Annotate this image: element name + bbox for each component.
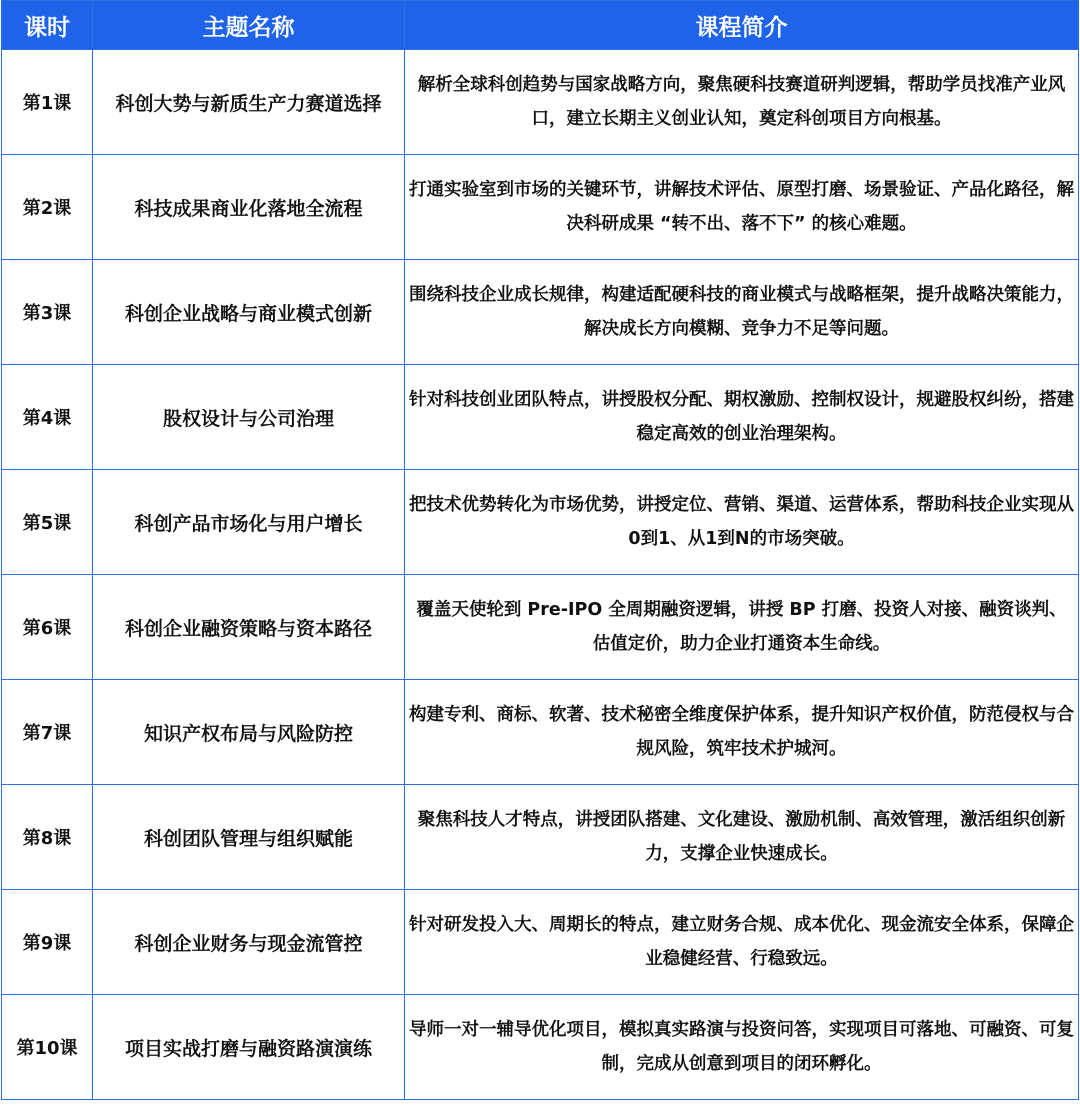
- description-cell: 把技术优势转化为市场优势，讲授定位、营销、渠道、运营体系，帮助科技企业实现从0到1、从1到N的市场突破。: [405, 470, 1079, 575]
- lesson-cell: 第2课: [2, 155, 93, 260]
- table-row: [2, 155, 1079, 260]
- header-lesson: 课时: [2, 1, 93, 50]
- topic-cell: 项目实战打磨与融资路演演练: [93, 995, 405, 1100]
- lesson-cell: 第6课: [2, 575, 93, 680]
- table-row: [2, 575, 1079, 680]
- description-cell: 针对研发投入大、周期长的特点，建立财务合规、成本优化、现金流安全体系，保障企业稳健经营、行稳致远。: [405, 890, 1079, 995]
- lesson-cell: 第8课: [2, 785, 93, 890]
- lesson-cell: 第1课: [2, 50, 93, 155]
- lesson-cell: 第4课: [2, 365, 93, 470]
- topic-cell: 科创产品市场化与用户增长: [93, 470, 405, 575]
- description-cell: 覆盖天使轮到 Pre-IPO 全周期融资逻辑，讲授 BP 打磨、投资人对接、融资谈判、估值定价，助力企业打通资本生命线。: [405, 575, 1079, 680]
- topic-cell: 股权设计与公司治理: [93, 365, 405, 470]
- description-cell: 打通实验室到市场的关键环节，讲解技术评估、原型打磨、场景验证、产品化路径，解决科研成果 “转不出、落不下” 的核心难题。: [405, 155, 1079, 260]
- table-row: [2, 470, 1079, 575]
- header-topic: 主题名称: [93, 1, 405, 50]
- topic-cell: 科创大势与新质生产力赛道选择: [93, 50, 405, 155]
- topic-cell: 科技成果商业化落地全流程: [93, 155, 405, 260]
- table-row: [2, 365, 1079, 470]
- lesson-cell: 第5课: [2, 470, 93, 575]
- description-cell: 导师一对一辅导优化项目，模拟真实路演与投资问答，实现项目可落地、可融资、可复制，完成从创意到项目的闭环孵化。: [405, 995, 1079, 1100]
- course-schedule-table: [1, 0, 1079, 1100]
- lesson-cell: 第3课: [2, 260, 93, 365]
- description-cell: 针对科技创业团队特点，讲授股权分配、期权激励、控制权设计，规避股权纠纷，搭建稳定高效的创业治理架构。: [405, 365, 1079, 470]
- lesson-cell: 第9课: [2, 890, 93, 995]
- description-cell: 解析全球科创趋势与国家战略方向，聚焦硬科技赛道研判逻辑，帮助学员找准产业风口，建立长期主义创业认知，奠定科创项目方向根基。: [405, 50, 1079, 155]
- table-header-row: [2, 1, 1079, 50]
- table-row: [2, 890, 1079, 995]
- topic-cell: 科创企业战略与商业模式创新: [93, 260, 405, 365]
- lesson-cell: 第7课: [2, 680, 93, 785]
- table-row: [2, 680, 1079, 785]
- table-row: [2, 785, 1079, 890]
- description-cell: 构建专利、商标、软著、技术秘密全维度保护体系，提升知识产权价值，防范侵权与合规风险，筑牢技术护城河。: [405, 680, 1079, 785]
- topic-cell: 科创企业财务与现金流管控: [93, 890, 405, 995]
- header-description: 课程简介: [405, 1, 1079, 50]
- table-row: [2, 50, 1079, 155]
- topic-cell: 科创企业融资策略与资本路径: [93, 575, 405, 680]
- description-cell: 围绕科技企业成长规律，构建适配硬科技的商业模式与战略框架，提升战略决策能力，解决成长方向模糊、竞争力不足等问题。: [405, 260, 1079, 365]
- table-row: [2, 260, 1079, 365]
- table-row: [2, 995, 1079, 1100]
- topic-cell: 科创团队管理与组织赋能: [93, 785, 405, 890]
- topic-cell: 知识产权布局与风险防控: [93, 680, 405, 785]
- description-cell: 聚焦科技人才特点，讲授团队搭建、文化建设、激励机制、高效管理，激活组织创新力，支撑企业快速成长。: [405, 785, 1079, 890]
- lesson-cell: 第10课: [2, 995, 93, 1100]
